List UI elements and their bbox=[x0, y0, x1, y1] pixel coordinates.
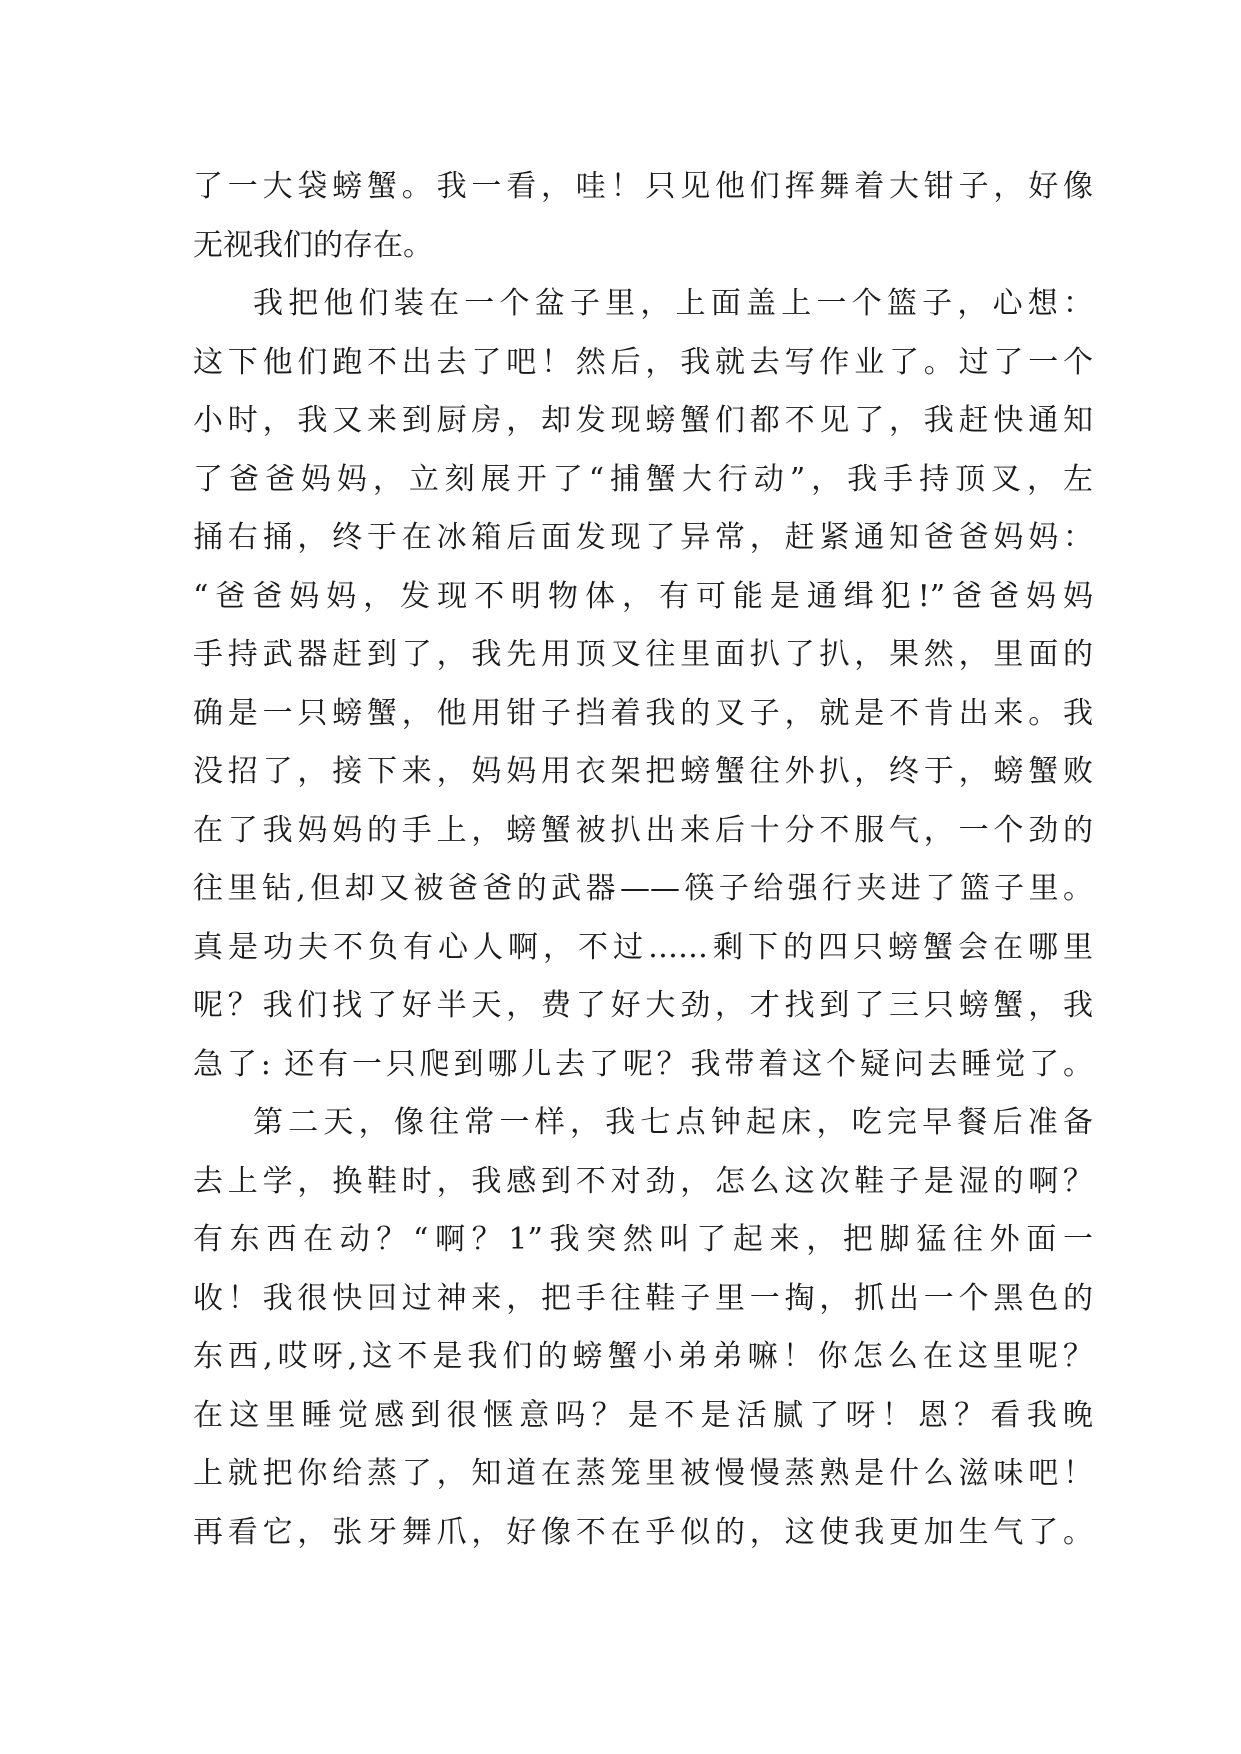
text-line: 小时，我又来到厨房，却发现螃蟹们都不见了，我赶快通知 bbox=[193, 403, 1093, 438]
text-line: 东西,哎呀,这不是我们的螃蟹小弟弟嘛！你怎么在这里呢？ bbox=[193, 1339, 1093, 1374]
text-line: 手持武器赶到了，我先用顶叉往里面扒了扒，果然，里面的 bbox=[193, 637, 1093, 672]
text-line: 收！我很快回过神来，把手往鞋子里一掏，抓出一个黑色的 bbox=[193, 1280, 1093, 1316]
text-line: 无视我们的存在。 bbox=[193, 227, 433, 263]
text-line: 急了: 还有一只爬到哪儿去了呢？我带着这个疑问去睡觉了。 bbox=[193, 1046, 1093, 1082]
text-line: 真是功夫不负有心人啊，不过……剩下的四只螃蟹会在哪里 bbox=[193, 929, 1093, 965]
body-text bbox=[193, 158, 1093, 1562]
text-line: 在了我妈妈的手上，螃蟹被扒出来后十分不服气，一个劲的 bbox=[193, 812, 1093, 848]
text-line: 上就把你给蒸了，知道在蒸笼里被慢慢蒸熟是什么滋味吧！ bbox=[193, 1456, 1093, 1491]
text-line: 这下他们跑不出去了吧！然后，我就去写作业了。过了一个 bbox=[193, 344, 1093, 380]
text-line: 捅右捅，终于在冰箱后面发现了异常，赶紧通知爸爸妈妈： bbox=[193, 520, 1093, 555]
text-line: 第二天，像往常一样，我七点钟起床，吃完早餐后准备 bbox=[253, 1105, 1093, 1140]
text-line: 呢？我们找了好半天，费了好大劲，才找到了三只螃蟹，我 bbox=[193, 988, 1093, 1023]
text-line: 再看它，张牙舞爪，好像不在乎似的，这使我更加生气了。 bbox=[193, 1514, 1093, 1550]
text-line: 有东西在动？“啊？1”我突然叫了起来，把脚猛往外面一 bbox=[193, 1222, 1093, 1257]
text-line: 往里钻,但却又被爸爸的武器——筷子给强行夹进了篮子里。 bbox=[193, 871, 1093, 906]
text-line: 去上学，换鞋时，我感到不对劲，怎么这次鞋子是湿的啊？ bbox=[193, 1163, 1093, 1199]
text-line: 了一大袋螃蟹。我一看，哇！只见他们挥舞着大钳子，好像 bbox=[193, 169, 1093, 204]
text-line: 我把他们装在一个盆子里，上面盖上一个篮子，心想： bbox=[253, 286, 1093, 321]
text-line: 了爸爸妈妈，立刻展开了“捕蟹大行动”，我手持顶叉，左 bbox=[193, 461, 1093, 497]
text-line: 确是一只螃蟹，他用钳子挡着我的叉子，就是不肯出来。我 bbox=[193, 695, 1093, 731]
text-line: “爸爸妈妈，发现不明物体，有可能是通缉犯!”爸爸妈妈 bbox=[193, 578, 1093, 614]
text-line: 没招了，接下来，妈妈用衣架把螃蟹往外扒，终于，螃蟹败 bbox=[193, 754, 1093, 789]
text-line: 在这里睡觉感到很惬意吗？是不是活腻了呀！恩？看我晚 bbox=[193, 1397, 1093, 1433]
